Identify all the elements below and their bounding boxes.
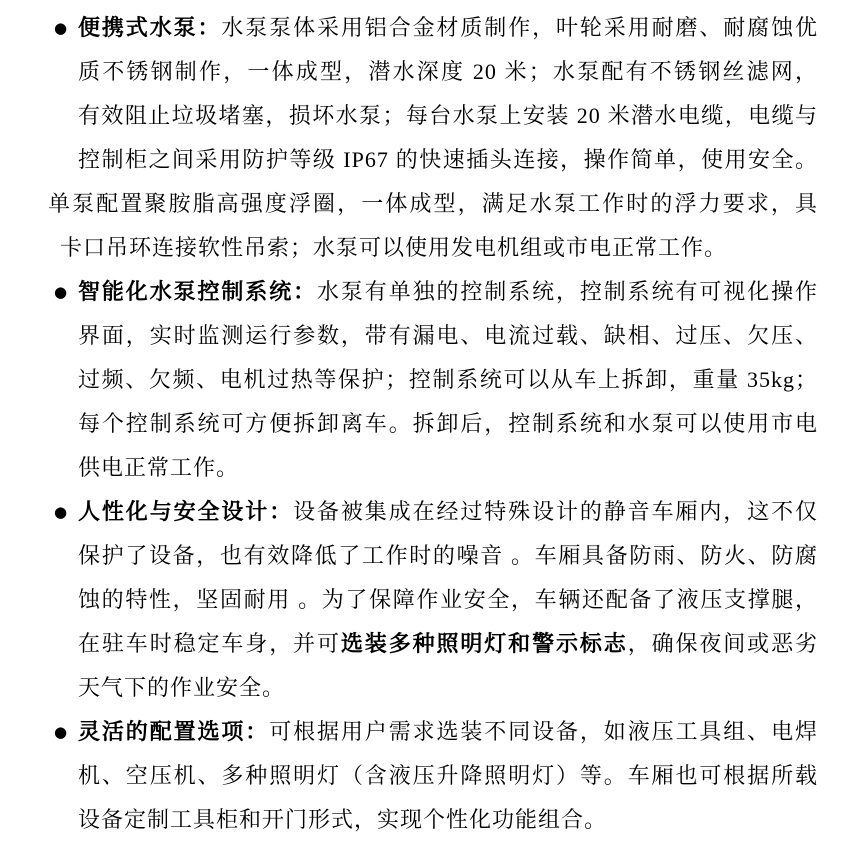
text-run: 在驻车时稳定车身，并可	[78, 631, 341, 656]
text-run: ，确保夜间或恶劣	[627, 631, 818, 656]
text-run: 天气下的作业安全。	[78, 675, 286, 700]
bullet-icon: ●	[54, 503, 68, 521]
list-item-safety-design-line-1	[54, 490, 818, 534]
text-run: 水泵有单独的控制系统，控制系统有可视化操作	[317, 279, 818, 304]
text-run: 设备定制工具柜和开门形式，实现个性化功能组合。	[78, 807, 608, 832]
list-item-config-options-line-2	[78, 754, 818, 798]
bullet-icon: ●	[54, 283, 68, 301]
text-run: 过频、欠频、电机过热等保护；控制系统可以从车上拆卸，重量 35kg；	[78, 367, 818, 392]
list-item-portable-pump-line-6	[60, 226, 818, 270]
text-run: 卡口吊环连接软性吊索；水泵可以使用发电机组或市电正常工作。	[60, 235, 728, 260]
bullet-icon: ●	[54, 19, 68, 37]
feature-heading: 智能化水泵控制系统：	[78, 279, 317, 304]
list-item-portable-pump-line-4	[78, 138, 818, 182]
list-item-control-system-line-2	[78, 314, 818, 358]
list-item-control-system-line-5	[78, 446, 818, 490]
list-item-control-system-line-1	[54, 270, 818, 314]
text-run: 水泵泵体采用铝合金材质制作，叶轮采用耐磨、耐腐蚀优	[221, 15, 818, 40]
text-run: 质不锈钢制作，一体成型，潜水深度 20 米；水泵配有不锈钢丝滤网，	[78, 59, 818, 84]
list-item-control-system-line-4	[78, 402, 818, 446]
text-run: 控制柜之间采用防护等级 IP67 的快速插头连接，操作简单，使用安全。	[78, 147, 818, 172]
list-item-control-system-line-3	[78, 358, 818, 402]
list-item-portable-pump-line-5	[48, 182, 818, 226]
list-item-safety-design-line-2	[78, 534, 818, 578]
list-item-safety-design-line-4	[78, 622, 818, 666]
document-body	[48, 6, 818, 842]
text-run: 机、空压机、多种照明灯（含液压升降照明灯）等。车厢也可根据所载	[78, 763, 818, 788]
text-run: 供电正常工作。	[78, 455, 240, 480]
text-run: 可根据用户需求选装不同设备，如液压工具组、电焊	[269, 719, 818, 744]
feature-heading: 便携式水泵：	[78, 15, 222, 40]
feature-heading: 灵活的配置选项：	[78, 719, 270, 744]
text-run: 界面，实时监测运行参数，带有漏电、电流过载、缺相、过压、欠压、	[78, 323, 818, 348]
list-item-portable-pump-line-3	[78, 94, 818, 138]
list-item-config-options-line-3	[78, 798, 818, 842]
text-run: 蚀的特性，坚固耐用 。为了保障作业安全，车辆还配备了液压支撑腿，	[78, 587, 818, 612]
text-run: 每个控制系统可方便拆卸离车。拆卸后，控制系统和水泵可以使用市电	[78, 411, 818, 436]
list-item-config-options-line-1	[54, 710, 818, 754]
bullet-icon: ●	[54, 723, 68, 741]
list-item-safety-design-line-5	[78, 666, 818, 710]
list-item-safety-design-line-3	[78, 578, 818, 622]
list-item-portable-pump-line-2	[78, 50, 818, 94]
text-run: 有效阻止垃圾堵塞，损坏水泵；每台水泵上安装 20 米潜水电缆，电缆与	[78, 103, 818, 128]
text-run: 设备被集成在经过特殊设计的静音车厢内，这不仅	[293, 499, 818, 524]
text-run: 保护了设备，也有效降低了工作时的噪音 。车厢具备防雨、防火、防腐	[78, 543, 818, 568]
feature-heading: 人性化与安全设计：	[78, 499, 294, 524]
bold-phrase: 选装多种照明灯和警示标志	[340, 631, 628, 656]
text-run: 单泵配置聚胺脂高强度浮圈，一体成型，满足水泵工作时的浮力要求，具	[48, 191, 818, 216]
list-item-portable-pump-line-1	[54, 6, 818, 50]
